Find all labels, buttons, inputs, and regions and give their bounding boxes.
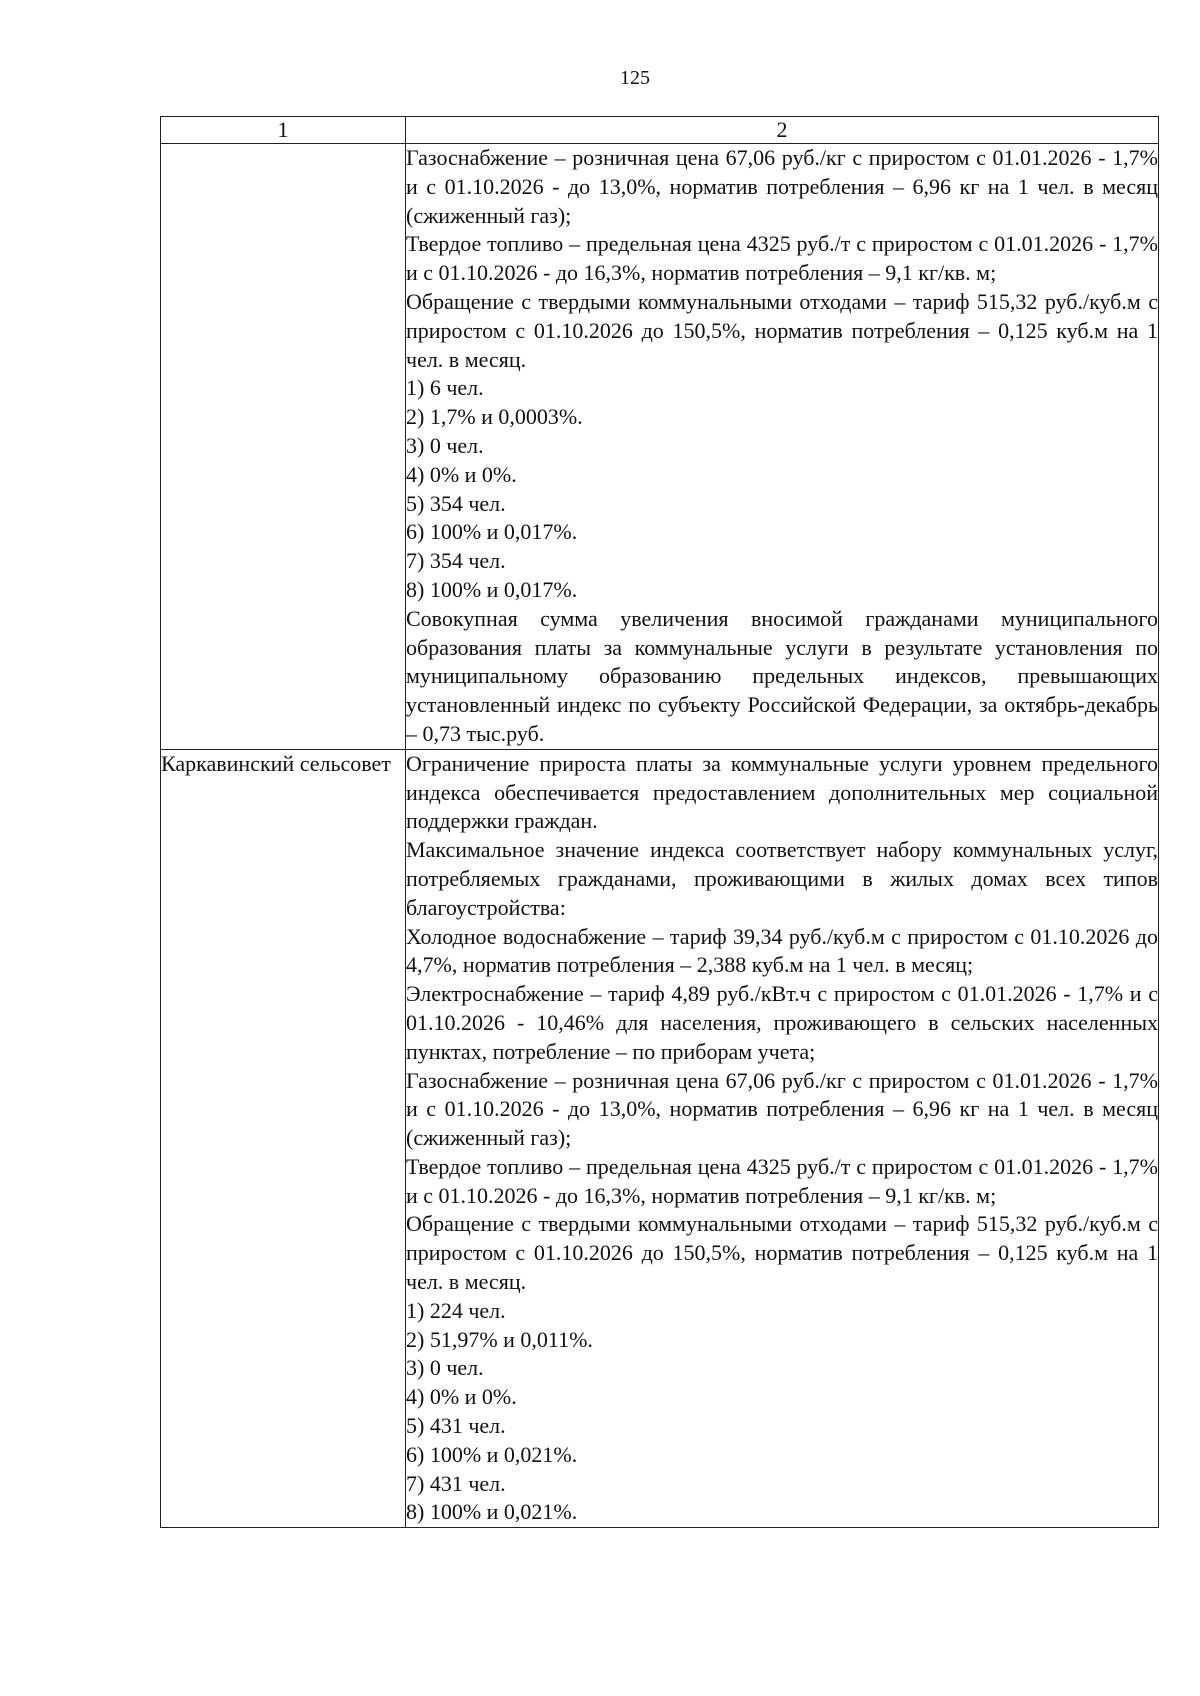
page-number: 125 (620, 67, 650, 89)
list-item: 7) 354 чел. (406, 548, 506, 574)
paragraph: Твердое топливо – предельная цена 4325 руб./т с приростом с 01.01.2026 - 1,7% и с 01.10.2026 - до 16,3%, норматив потребления – 9,1 кг/кв. м; (406, 1153, 1158, 1208)
paragraph: Совокупная сумма увеличения вносимой гражданами муниципального образования платы за коммунальные услуги в результате установления по муниципальному образованию предельных индексов, превышающих установленный индекс по субъекту Российской Федерации, за октябрь-декабрь – 0,73 тыс.руб. (406, 605, 1158, 746)
description-cell (406, 749, 1159, 1528)
list-item: 1) 6 чел. (406, 375, 484, 401)
paragraph: Электроснабжение – тариф 4,89 руб./кВт.ч с приростом с 01.01.2026 - 1,7% и с 01.10.2026 - 10,46% для населения, проживающего в сельских населенных пунктах, потребление – по приборам учета; (406, 981, 1158, 1064)
column-header-2: 2 (406, 117, 1159, 144)
paragraph: Газоснабжение – розничная цена 67,06 руб./кг с приростом с 01.01.2026 - 1,7% и с 01.10.2026 - до 13,0%, норматив потребления – 6,96 кг на 1 чел. в месяц (сжиженный газ); (406, 145, 1158, 228)
paragraph: Холодное водоснабжение – тариф 39,34 руб./куб.м с приростом с 01.10.2026 до 4,7%, норматив потребления – 2,388 куб.м на 1 чел. в месяц; (406, 923, 1158, 978)
list-item: 6) 100% и 0,021%. (406, 1441, 578, 1467)
description-cell (406, 144, 1159, 750)
list-item: 5) 354 чел. (406, 490, 506, 516)
table-body (161, 144, 1159, 1528)
paragraph: Максимальное значение индекса соответствует набору коммунальных услуг, потребляемых гражданами, проживающими в жилых домах всех типов благоустройства: (406, 837, 1158, 920)
list-item: 4) 0% и 0%. (406, 461, 517, 487)
list-item: 2) 1,7% и 0,0003%. (406, 404, 583, 430)
paragraph: Твердое топливо – предельная цена 4325 руб./т с приростом с 01.01.2026 - 1,7% и с 01.10.2026 - до 16,3%, норматив потребления – 9,1 кг/кв. м; (406, 231, 1158, 286)
paragraph: Ограничение прироста платы за коммунальные услуги уровнем предельного индекса обеспечивается предоставлением дополнительных мер социальной поддержки граждан. (406, 750, 1158, 834)
list-item: 4) 0% и 0%. (406, 1384, 517, 1410)
list-item: 7) 431 чел. (406, 1470, 506, 1496)
column-header-1: 1 (161, 117, 406, 144)
territory-cell (161, 144, 406, 750)
paragraph: Обращение с твердыми коммунальными отходами – тариф 515,32 руб./куб.м с приростом с 01.10.2026 до 150,5%, норматив потребления – 0,125 куб.м на 1 чел. в месяц. (406, 288, 1158, 372)
list-item: 5) 431 чел. (406, 1413, 506, 1439)
list-item: 8) 100% и 0,021%. (406, 1499, 578, 1525)
list-item: 2) 51,97% и 0,011%. (406, 1326, 593, 1352)
table-header-row (161, 117, 1159, 144)
paragraph: Газоснабжение – розничная цена 67,06 руб./кг с приростом с 01.01.2026 - 1,7% и с 01.10.2026 - до 13,0%, норматив потребления – 6,96 кг на 1 чел. в месяц (сжиженный газ); (406, 1067, 1158, 1151)
list-item: 1) 224 чел. (406, 1297, 506, 1323)
territory-cell: Каркавинский сельсовет (161, 749, 406, 1528)
table-row (161, 144, 1159, 750)
list-item: 6) 100% и 0,017%. (406, 519, 578, 545)
paragraph: Обращение с твердыми коммунальными отходами – тариф 515,32 руб./куб.м с приростом с 01.10.2026 до 150,5%, норматив потребления – 0,125 куб.м на 1 чел. в месяц. (406, 1211, 1158, 1295)
list-item: 3) 0 чел. (406, 432, 484, 458)
data-table (160, 116, 1159, 1528)
table-row (161, 749, 1159, 1528)
list-item: 8) 100% и 0,017%. (406, 576, 578, 602)
list-item: 3) 0 чел. (406, 1355, 484, 1381)
